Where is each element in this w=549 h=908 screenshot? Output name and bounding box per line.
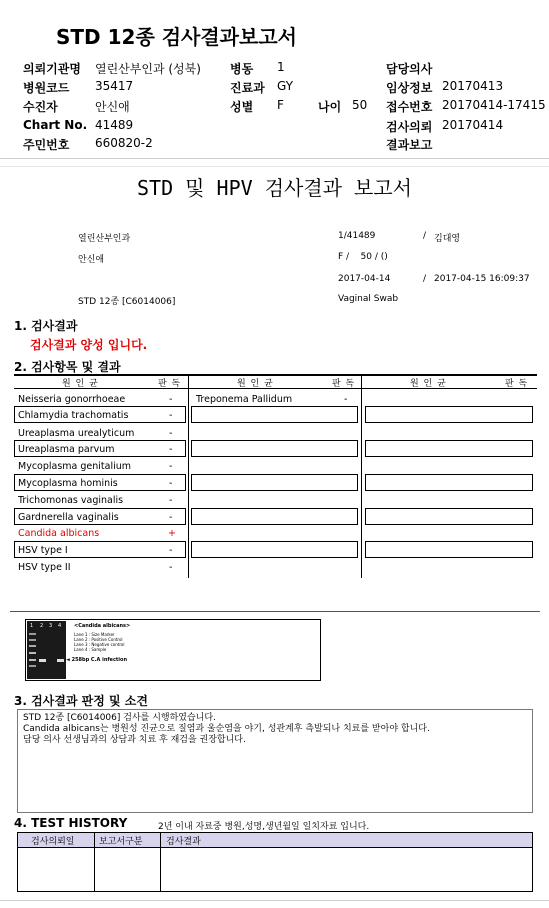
col-judgement-2: 판 독 (332, 379, 356, 389)
gel-band (29, 659, 36, 661)
value-resident-no: 660820-2 (95, 136, 153, 150)
pathogen-name: Mycoplasma genitalium (18, 461, 132, 472)
value-hospital-code: 35417 (95, 79, 134, 93)
value-sex: F (277, 98, 284, 112)
table-col-divider-2 (361, 374, 362, 578)
gel-band (29, 639, 36, 641)
finding-line: Candida albicans는 병원성 진균으로 질염과 울순염을 야기, 성관계후 측발되나 치료를 받아야 합니다. (23, 724, 430, 734)
value-patient: 안신애 (95, 100, 130, 114)
table-col-divider-1 (188, 374, 189, 578)
col-judgement-1: 판 독 (158, 379, 182, 389)
info-sex-age: F / 50 / () (338, 252, 388, 262)
col-judgement-3: 판 독 (505, 379, 529, 389)
info-test: STD 12종 [C6014006] (78, 297, 176, 307)
value-department: GY (277, 79, 294, 93)
empty-cell (191, 440, 358, 457)
empty-cell (365, 474, 533, 491)
info-doctor: 김대영 (434, 234, 461, 244)
section3-title: 3. 검사결과 판정 및 소견 (14, 694, 148, 708)
pathogen-name: HSV type II (18, 562, 71, 573)
pathogen-name: Neisseria gonorrhoeae (18, 394, 126, 405)
section2-title: 2. 검사항목 및 결과 (14, 360, 121, 374)
pathogen-name-positive: Candida albicans (18, 528, 100, 539)
info-slash-2: / (423, 274, 427, 284)
col-pathogen-2: 원 인 균 (237, 379, 274, 389)
empty-cell (365, 541, 533, 558)
history-col-result: 검사결과 (166, 837, 201, 847)
label-ward: 병동 (230, 62, 254, 76)
finding-line: STD 12종 [C6014006] 검사를 시행하였습니다. (23, 713, 216, 723)
empty-cell (191, 474, 358, 491)
pathogen-result-positive: + (168, 528, 176, 539)
header-divider (0, 158, 549, 159)
gel-band (29, 633, 36, 635)
info-specimen: Vaginal Swab (338, 294, 399, 304)
info-id-line: 1/41489 (338, 231, 376, 241)
report-title: STD 및 HPV 검사결과 보고서 (137, 176, 412, 200)
info-report-date: 2017-04-15 16:09:37 (434, 274, 530, 284)
pathogen-result: - (169, 444, 173, 455)
pathogen-result: - (169, 545, 173, 556)
header-divider-2 (0, 166, 549, 167)
label-doctor: 담당의사 (386, 62, 433, 76)
gel-lane-label: 2 (40, 623, 44, 629)
label-receipt-no: 접수번호 (386, 100, 433, 114)
gel-title: <Candida albicans> (74, 623, 131, 629)
history-col-request-date: 검사의뢰일 (31, 837, 75, 847)
pathogen-name: Trichomonas vaginalis (18, 495, 124, 506)
pathogen-name: Treponema Pallidum (196, 394, 293, 405)
gel-legend-item: Lane 4 : Sample (74, 647, 107, 652)
gel-band (57, 659, 64, 662)
value-request-date: 20170414 (442, 118, 504, 132)
pathogen-name: HSV type I (18, 545, 68, 556)
gel-band (29, 665, 36, 667)
gel-lane-label: 3 (49, 623, 53, 629)
value-ward: 1 (277, 60, 285, 74)
pathogen-result: - (169, 428, 173, 439)
gel-image (25, 619, 321, 681)
gel-arrow-label: ◄ 258bp C.A infection (66, 657, 128, 663)
history-col-divider (160, 832, 161, 892)
label-hospital-code: 병원코드 (23, 81, 70, 95)
history-col-divider (94, 832, 95, 892)
value-requester: 열린산부인과 (성북) (95, 62, 201, 76)
gel-lane-label: 1 (30, 623, 34, 629)
empty-cell (365, 508, 533, 525)
history-table-header (18, 833, 532, 847)
pathogen-name: Chlamydia trachomatis (18, 410, 129, 421)
section1-title: 1. 검사결과 (14, 319, 78, 333)
empty-cell (191, 541, 358, 558)
col-pathogen-1: 원 인 균 (62, 379, 99, 389)
gel-photo (27, 621, 66, 679)
header-title: STD 12종 검사결과보고서 (56, 25, 297, 49)
section4-title: 4. TEST HISTORY (14, 816, 128, 830)
pathogen-result: - (169, 562, 173, 573)
pathogen-result: - (169, 478, 173, 489)
label-department: 진료과 (230, 81, 265, 95)
label-patient: 수진자 (23, 100, 58, 114)
label-resident-no: 주민번호 (23, 138, 70, 152)
pathogen-name: Mycoplasma hominis (18, 478, 118, 489)
info-clinic: 열린산부인과 (78, 234, 131, 244)
label-chart-no: Chart No. (23, 118, 88, 132)
finding-line: 담당 의사 선생님과의 상담과 치료 후 재검을 권장합니다. (23, 735, 246, 745)
empty-cell (365, 406, 533, 423)
gel-lane-label: 4 (58, 623, 62, 629)
value-age: 50 (352, 98, 368, 112)
pathogen-name: Ureaplasma parvum (18, 444, 115, 455)
value-clinical-info: 20170413 (442, 79, 504, 93)
info-slash-1: / (423, 231, 427, 241)
history-col-report-type: 보고서구분 (99, 837, 143, 847)
pathogen-result: - (169, 410, 173, 421)
empty-cell (365, 440, 533, 457)
label-clinical-info: 임상정보 (386, 81, 433, 95)
pathogen-name: Ureaplasma urealyticum (18, 428, 135, 439)
gel-band (39, 659, 46, 662)
section4-note: 2년 이내 자료중 병원,성명,생년월일 일치자료 입니다. (158, 822, 370, 832)
label-request-date: 검사의뢰 (386, 120, 433, 134)
pathogen-result: - (169, 394, 173, 405)
gel-band (29, 652, 36, 654)
col-pathogen-3: 원 인 균 (410, 379, 447, 389)
label-sex: 성별 (230, 100, 254, 114)
empty-cell (191, 508, 358, 525)
section1-result: 검사결과 양성 입니다. (30, 338, 148, 352)
pathogen-result: - (169, 512, 173, 523)
gel-legend-item: Lane 2 : Positive Control (74, 637, 123, 642)
label-age: 나이 (318, 100, 342, 114)
label-report-date: 결과보고 (386, 138, 433, 152)
pathogen-result: - (169, 461, 173, 472)
value-receipt-no: 20170414-17415 (442, 98, 546, 112)
section-divider (10, 611, 540, 612)
info-collect-date: 2017-04-14 (338, 274, 391, 284)
info-patient: 안신애 (78, 255, 105, 265)
label-requester: 의뢰기관명 (23, 62, 81, 76)
pathogen-name: Gardnerella vaginalis (18, 512, 119, 523)
empty-cell (191, 406, 358, 423)
bottom-divider (0, 900, 549, 901)
value-chart-no: 41489 (95, 118, 134, 132)
gel-legend-item: Lane 3 : Negative control (74, 642, 125, 647)
pathogen-result: - (344, 394, 348, 405)
gel-band (29, 645, 36, 647)
pathogen-result: - (169, 495, 173, 506)
gel-legend-item: Lane 1 : Size Marker (74, 632, 115, 637)
